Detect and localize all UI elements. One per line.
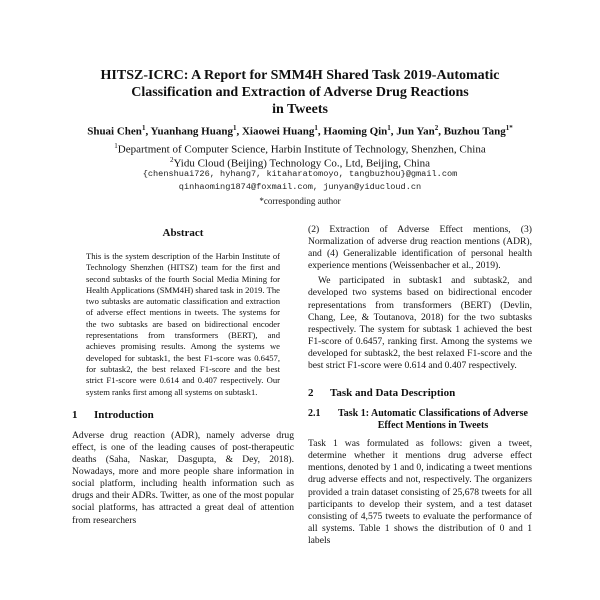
author-sup: 1 [387, 124, 391, 132]
author-name: Jun Yan [396, 125, 435, 138]
abstract-body: This is the system description of the Harbin Institute of Technology Shenzhen (HITSZ) team for the first and second subtasks of the fourth Social Media Mining for Health Applications (SMM4H) shared task in 2019. The two subtasks are automatic classification and extraction of adverse effect mentions in tweets. The systems for the two subtasks are based on bidirectional encoder representations from transformers (BERT), and achieves promising results. Among the systems we developed for subtask1, the best F1-score was 0.6457, for subtask2, the best relaxed F1-score and the best strict F1-score were 0.614 and 0.407 respectively. Our system ranks first among all systems on subtask1. [86, 251, 280, 397]
title-line: in Tweets [272, 102, 328, 117]
affiliation-sup: 2 [169, 156, 174, 164]
author-sup: 1 [314, 124, 318, 132]
section-number: 1 [72, 408, 78, 421]
author-sup: 1* [505, 124, 513, 132]
author-sup: 1 [232, 124, 237, 132]
affiliation-text: Yidu Cloud (Beijing) Technology Co., Ltd, Beijing, China [173, 157, 431, 170]
section-title: Introduction [94, 408, 154, 421]
author-name: Buzhou Tang [443, 125, 506, 138]
section-heading-task-data [308, 386, 532, 400]
affiliation-text: Department of Computer Science, Harbin Institute of Technology, Shenzhen, China [117, 143, 486, 156]
body-paragraph: (2) Extraction of Adverse Effect mentions, (3) Normalization of adverse drug reaction mentions (ADR), and (4) Generalizable identification of personal health experience mentions (Weissenbacher et al., 2019). [308, 224, 532, 272]
email-line: {chenshuai726, hyhang7, kitaharatomoyo, tangbuzhou}@gmail.com [142, 169, 458, 179]
email-line: qinhaoming1874@foxmail.com, junyan@yiducloud.cn [178, 182, 422, 192]
corresponding-author-note: *corresponding author [259, 196, 341, 206]
title-line: Classification and Extraction of Adverse Drug Reactions [131, 85, 469, 100]
title-line: HITSZ-ICRC: A Report for SMM4H Shared Task 2019-Automatic [100, 68, 500, 83]
subsection-heading-task1 [308, 408, 532, 432]
subsection-title: Task 1: Automatic Classifications of Adverse Effect Mentions in Tweets [338, 408, 528, 432]
introduction-paragraph: Adverse drug reaction (ADR), namely adverse drug effect, is one of the leading causes of post-therapeutic deaths (Saha, Naskar, Dasgupta, & Dey, 2018). Nowadays, more and more people share information in social platform, including health information such as drugs and their ADRs. Twitter, as one of the most popular social platforms, has attracted a great deal of attention from researchers [72, 429, 294, 526]
author-sup: 2 [434, 124, 439, 132]
body-paragraph: Task 1 was formulated as follows: given a tweet, determine whether it mentions drug adverse effect mentions, denoted by 1 and 0, indicating a tweet mentions drug adverse effects and not, respectively. The organizers provided a train dataset consisting of 25,678 tweets for all participants to develop their system, and a test dataset consisting of 4,575 tweets to evaluate the performance of all systems. Table 1 shows the distribution of 0 and 1 labels [308, 438, 532, 546]
paper-title [40, 67, 560, 118]
author-list: Shuai Chen$^1$, Yuanhang Huang$^1$, Xiaowei Huang$^1$, Haoming Qin$^1$, Jun Yan$^2$, Buzhou Tang$^{1*}$ [87, 124, 513, 138]
author-name: Shuai Chen [87, 125, 142, 138]
right-column [308, 224, 532, 547]
subsection-number: 2.1 [308, 408, 321, 420]
author-sup: 1 [141, 124, 146, 132]
author-name: Yuanhang Huang [150, 125, 233, 138]
body-paragraph: We participated in subtask1 and subtask2, and developed two systems based on bidirectional encoder representations from transformers (BERT) (Devlin, Chang, Lee, & Toutanova, 2018) for the two subtasks respectively. The system for subtask 1 achieved the best F1-score of 0.6457, ranking first. Among the systems we developed for subtask2, the best relaxed F1-score and the best strict F1-score were 0.614 and 0.407 respectively. [308, 275, 532, 372]
section-title: Task and Data Description [330, 387, 456, 400]
author-name: Haoming Qin [323, 125, 388, 138]
author-name: Xiaowei Huang [241, 125, 315, 138]
affiliation-sup: 1 [114, 142, 118, 150]
abstract-heading: Abstract [162, 227, 204, 239]
section-heading-introduction [72, 408, 294, 422]
section-number: 2 [308, 387, 314, 400]
left-column [72, 224, 294, 527]
